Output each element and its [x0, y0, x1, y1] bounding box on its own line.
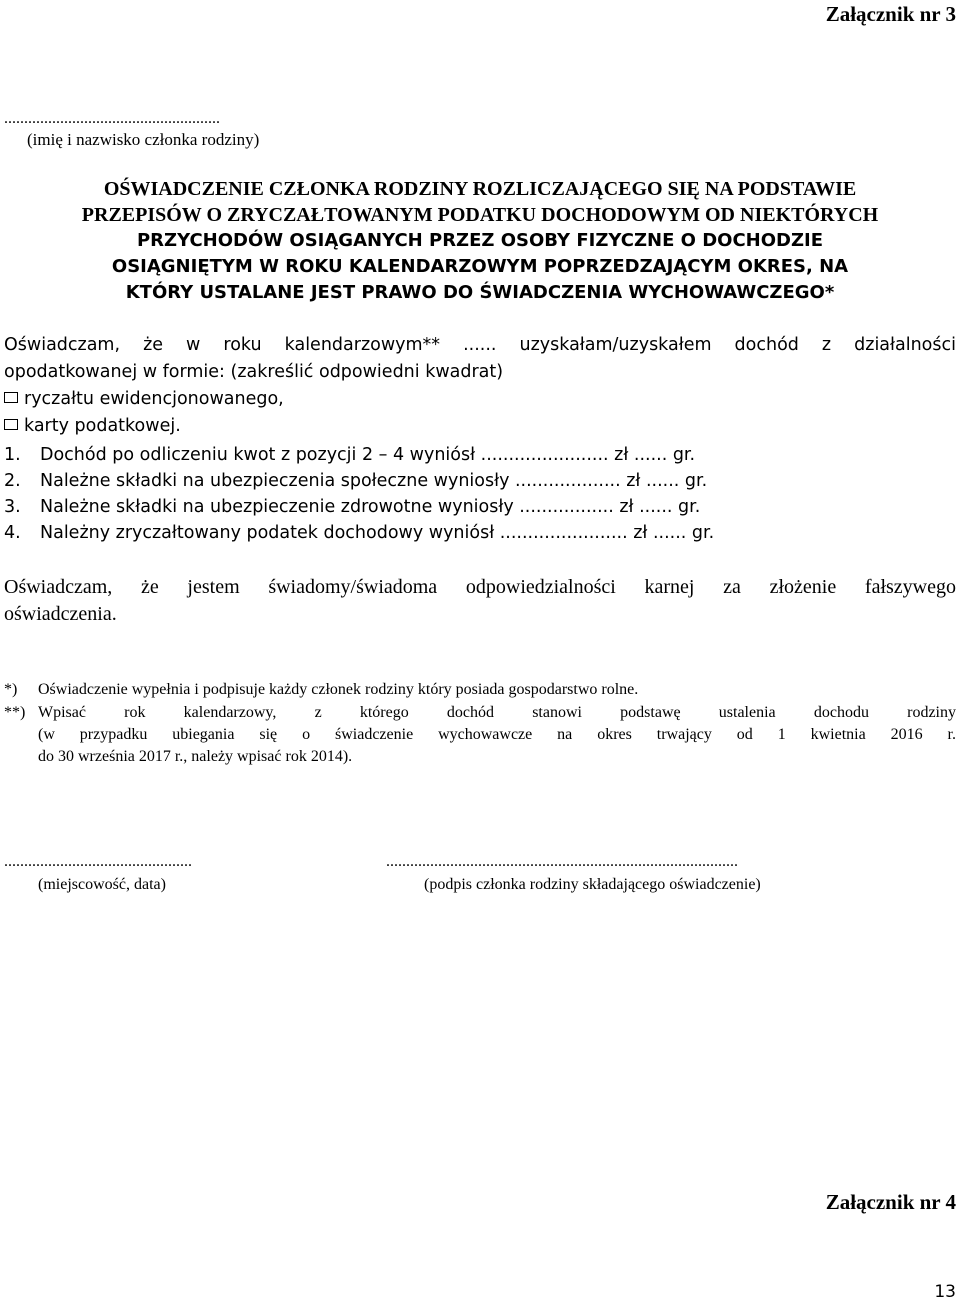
item-number: 1.	[4, 445, 21, 465]
option-label: karty podatkowej.	[24, 416, 181, 436]
declaration-line-2: oświadczenia.	[4, 603, 117, 625]
name-caption: (imię i nazwisko członka rodziny)	[27, 130, 260, 149]
list-item	[4, 497, 700, 517]
item-text: Należne składki na ubezpieczenia społeczne wyniosły ................... zł ...... gr.	[40, 471, 708, 491]
place-date-dots: ...............................................	[4, 853, 192, 870]
title-line: KTÓRY USTALANE JEST PRAWO DO ŚWIADCZENIA WYCHOWAWCZEGO*	[125, 282, 835, 303]
statement-line-1: Oświadczam, że w roku kalendarzowym** ...... uzyskałam/uzyskałem dochód z działalności	[4, 335, 956, 355]
item-text: Należne składki na ubezpieczenie zdrowotne wyniosły ................. zł ...... gr.	[40, 497, 701, 517]
checkbox-icon[interactable]	[4, 392, 18, 403]
footnote-1-mark: *)	[4, 681, 18, 698]
footnote-2-mark: **)	[4, 704, 26, 721]
title-line: OŚWIADCZENIE CZŁONKA RODZINY ROZLICZAJĄCEGO SIĘ NA PODSTAWIE	[103, 178, 857, 200]
signature-caption: (podpis członka rodziny składającego oświadczenie)	[424, 876, 761, 893]
footnote-2-line-1: Wpisać rok kalendarzowy, z którego dochód stanowi podstawę ustalenia dochodu rodziny	[38, 704, 956, 721]
item-number: 4.	[4, 523, 21, 543]
footnote-2-line-3: do 30 września 2017 r., należy wpisać rok 2014).	[38, 748, 353, 765]
page-number: 13	[934, 1282, 956, 1302]
list-item	[4, 471, 707, 491]
place-date-caption: (miejscowość, data)	[38, 876, 166, 893]
attachment-number-top: Załącznik nr 3	[825, 2, 956, 26]
attachment-number-bottom: Załącznik nr 4	[825, 1190, 956, 1214]
title-line: PRZYCHODÓW OSIĄGANYCH PRZEZ OSOBY FIZYCZNE O DOCHODZIE	[136, 230, 824, 251]
statement-line-2: opodatkowanej w formie: (zakreślić odpowiedni kwadrat)	[4, 362, 504, 382]
checkbox-option-ryczalt[interactable]	[4, 389, 284, 409]
declaration-line-1: Oświadczam, że jestem świadomy/świadoma odpowiedzialności karnej za złożenie fałszywego	[4, 576, 956, 598]
item-number: 3.	[4, 497, 21, 517]
name-dots: ......................................................	[4, 110, 220, 127]
signature-dots: ........................................................................................	[386, 853, 738, 870]
item-text: Dochód po odliczeniu kwot z pozycji 2 – 4 wyniósł ....................... zł ...... gr.	[40, 445, 696, 465]
item-number: 2.	[4, 471, 21, 491]
list-item	[4, 445, 695, 465]
title-line: OSIĄGNIĘTYM W ROKU KALENDARZOWYM POPRZEDZAJĄCYM OKRES, NA	[111, 256, 849, 277]
list-item	[4, 523, 714, 543]
footnote-2-line-2: (w przypadku ubiegania się o świadczenie wychowawcze na okres trwający od 1 kwietnia 2016 r.	[38, 726, 956, 743]
checkbox-option-karta[interactable]	[4, 416, 181, 436]
footnote-1-text: Oświadczenie wypełnia i podpisuje każdy członek rodziny który posiada gospodarstwo rolne.	[38, 681, 639, 698]
checkbox-icon[interactable]	[4, 419, 18, 430]
item-text: Należny zryczałtowany podatek dochodowy wyniósł ....................... zł ...... gr.	[40, 523, 715, 543]
title-line: PRZEPISÓW O ZRYCZAŁTOWANYM PODATKU DOCHODOWYM OD NIEKTÓRYCH	[81, 204, 879, 226]
option-label: ryczałtu ewidencjonowanego,	[24, 389, 284, 409]
